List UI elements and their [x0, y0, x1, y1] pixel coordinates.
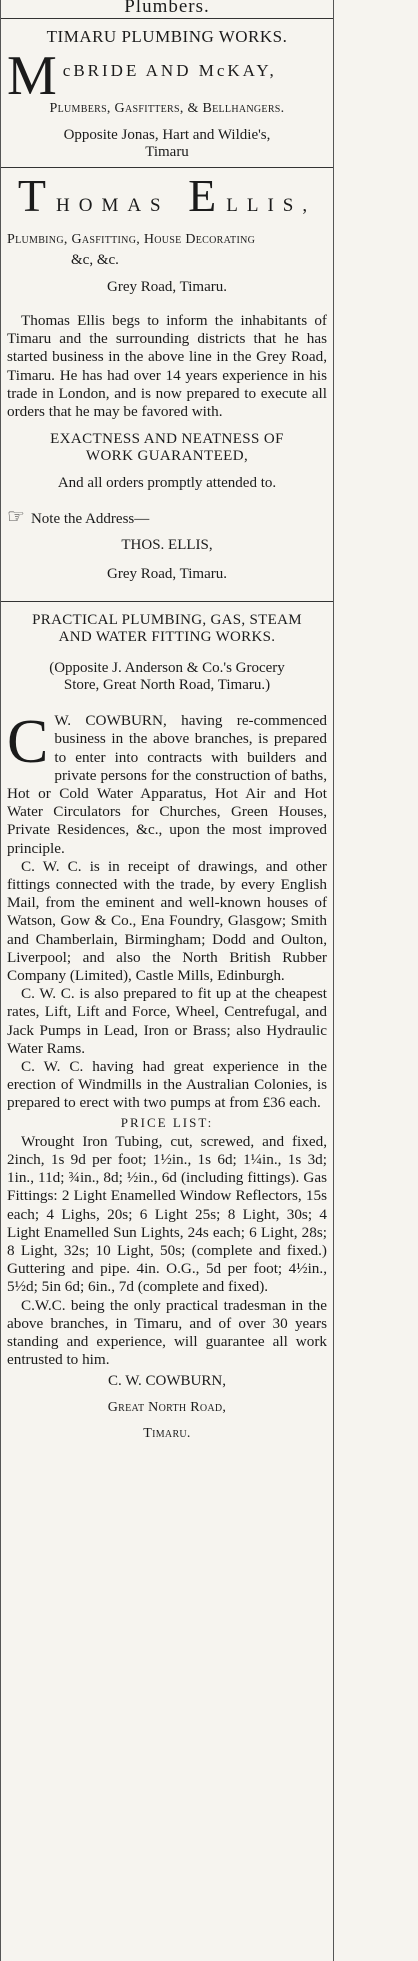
divider — [1, 18, 333, 19]
ad2-name: THOMAS ELLIS, — [17, 170, 317, 221]
ad3-paragraph-3: C. W. C. is also prepared to fit up at the cheapest rates, Lift, Lift and Force, Wheel, Centrefugal, and Jack Pumps in Lead, Iron or Brass; also Hydraulic Water Rams. — [7, 985, 327, 1057]
ad1-town: Timaru — [145, 144, 189, 160]
ad3-title-2: AND WATER FITTING WORKS. — [58, 629, 276, 646]
ad3-drop-cap: C — [7, 708, 49, 777]
ad3-paragraph-5: Wrought Iron Tubing, cut, screwed, and fixed, 2inch, 1s 9d per foot; 1½in., 1s 6d; 1¼in., 1s 3d; 1in., 11d; ¾in., 8d; ½in., 6d (including fittings). Gas Fittings: 2 Light Enamelled Window Reflectors, 15s each; 4 Lighs, 20s; 6 Light 25s; 8 Light, 30s; 4 Light Enamelled Sun Lights, 24s each; 6 Light, 28s; 8 Light, 32s; 10 Light, 50s; (complete and fixed.) Guttering and pipe. 4in. O.G., 5d per foot; 4½in., 5½d; 5in 6d; 6in., 7d (complete and fixed). — [7, 1132, 327, 1296]
ad3-title-1: PRACTICAL PLUMBING, GAS, STEAM — [32, 612, 302, 629]
pointing-hand-icon: ☞ — [7, 506, 25, 529]
ad2-etc: &c, &c. — [71, 252, 119, 268]
ad2-exactness-1: EXACTNESS AND NEATNESS OF — [50, 431, 284, 448]
divider — [1, 167, 333, 168]
ad2-trades: Plumbing, Gasfitting, House Decorating — [7, 232, 256, 247]
ad2-exactness-2: WORK GUARANTEED, — [85, 448, 249, 465]
ad2-body: Thomas Ellis begs to inform the inhabitants of Timaru and the surrounding districts that he has started business in the above line in the Grey Road, Timaru. He has had over 14 years experience in his trade in London, and is now prepared to execute all orders that he may be favored with. — [7, 312, 327, 421]
ad3-signature-name: C. W. COWBURN, — [108, 1373, 226, 1390]
ad3-paragraph-2: C. W. C. is in receipt of drawings, and other fittings connected with the trade, by every English Mail, from the eminent and well-known houses of Watson, Gow & Co., Ena Foundry, Glasgow; Smith and Chamberlain, Birmingham; Dodd and Oulton, Liverpool; and also the North British Rubber Company (Limited), Castle Mills, Edinburgh. — [7, 857, 327, 985]
ad1-title: TIMARU PLUMBING WORKS. — [46, 27, 288, 46]
ad2-prompt: And all orders promptly attended to. — [57, 475, 277, 492]
ad1-firm — [7, 45, 327, 107]
ad3-signature-road: Great North Road, — [107, 1400, 227, 1416]
ad2-note: ☞ Note the Address— — [7, 506, 150, 529]
ad2-addr-road: Grey Road, Timaru. — [107, 566, 227, 583]
divider — [1, 601, 333, 602]
ad3-price-list-label: PRICE LIST: — [120, 1114, 214, 1130]
ad1-firm-name: cBRIDE AND McKAY, — [62, 61, 277, 80]
ad-mcbride-mckay — [7, 27, 327, 161]
ad-cowburn — [7, 612, 327, 1442]
ad3-paragraph-6: C.W.C. being the only practical tradesman in the above branches, in Timaru, and of over 30 years standing and experience, will guarantee all work entrusted to him. — [7, 1296, 327, 1369]
ad1-trades: Plumbers, Gasfitters, & Bellhangers. — [49, 101, 285, 116]
ad2-addr-name: THOS. ELLIS, — [121, 537, 213, 554]
ad3-signature-town: Timaru. — [143, 1426, 191, 1442]
ad3-paragraph-1: W. COWBURN, having re-commenced business in the above branches, is prepared to enter into contracts with builders and private persons for the construction of baths, Hot or Cold Water Apparatus, Hot Air and Hot Water Circulators for Churches, Green Houses, Private Residences, &c., upon the most improved principle. — [7, 712, 327, 857]
ad3-body — [7, 708, 327, 1369]
ad1-address: Opposite Jonas, Hart and Wildie's, — [63, 127, 271, 143]
ad2-address: Grey Road, Timaru. — [107, 279, 227, 295]
ad3-opposite-1: (Opposite J. Anderson & Co.'s Grocery — [49, 660, 285, 677]
ad3-paragraph-4: C. W. C. having had great experience in the erection of Windmills in the Australian Colonies, is prepared to erect with two pumps at from £36 each. — [7, 1058, 327, 1112]
ad-thomas-ellis — [7, 170, 327, 583]
section-heading: Plumbers. — [124, 0, 210, 12]
ad1-drop-cap: M — [7, 45, 57, 107]
ad3-opposite-2: Store, Great North Road, Timaru.) — [63, 677, 271, 694]
